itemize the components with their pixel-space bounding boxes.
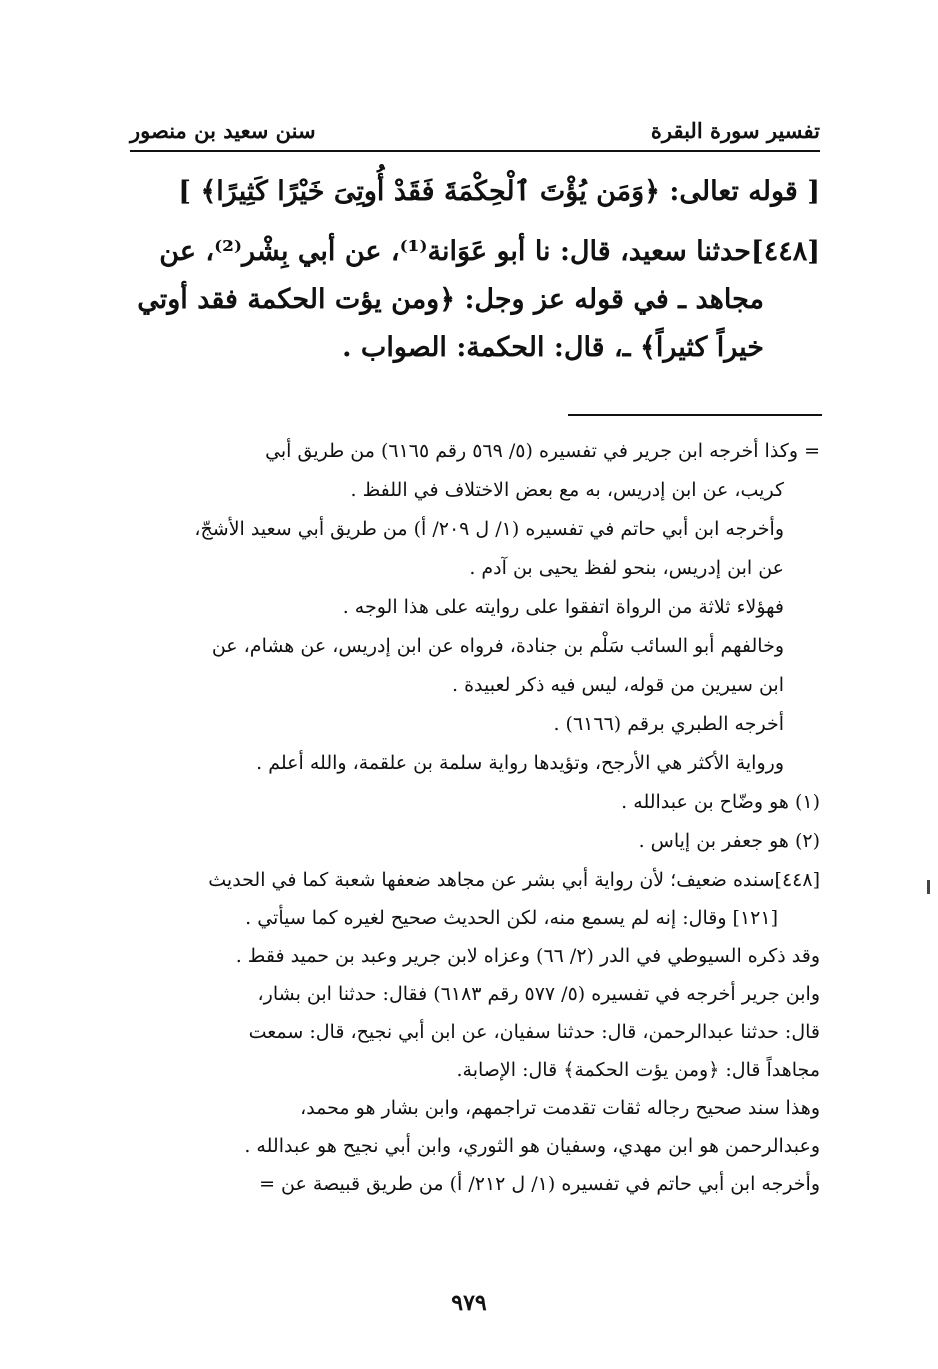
- hadith-line-2: مجاهد ـ في قوله عز وجل: ﴿ومن يؤت الحكمة فقد أوتي: [137, 284, 764, 315]
- running-header: [130, 112, 820, 148]
- commentary-line-2: [١٢١] وقال: إنه لم يسمع منه، لكن الحديث صحيح لغيره كما سيأتي .: [245, 907, 778, 929]
- header-divider: [130, 150, 820, 152]
- prev-footnote-line-7: ابن سيرين من قوله، ليس فيه ذكر لعبيدة .: [451, 674, 784, 696]
- commentary-line-1: [٤٤٨]سنده ضعيف؛ لأن رواية أبي بشر عن مجاهد ضعفها شعبة كما في الحديث: [208, 869, 820, 891]
- commentary-line-3: وقد ذكره السيوطي في الدر (٢/ ٦٦) وعزاه لابن جرير وعبد بن حميد فقط .: [235, 945, 820, 967]
- footnote-1: (١) هو وضّاح بن عبدالله .: [621, 791, 820, 813]
- prev-footnote-line-5: فهؤلاء ثلاثة من الرواة اتفقوا على روايته على هذا الوجه .: [342, 596, 784, 618]
- commentary-line-9: وأخرجه ابن أبي حاتم في تفسيره (١/ ل ٢١٢/ أ) من طريق قبيصة عن =: [259, 1173, 820, 1195]
- prev-footnote-line-8: أخرجه الطبري برقم (٦١٦٦) .: [553, 713, 784, 735]
- header-surah-title: تفسير سورة البقرة: [650, 117, 820, 143]
- prev-footnote-line-6: وخالفهم أبو السائب سَلْم بن جنادة، فرواه عن ابن إدريس، عن هشام، عن: [211, 635, 784, 657]
- verse-heading: [ قوله تعالى: ﴿وَمَن يُؤْتَ ٱلْحِكْمَةَ فَقَدْ أُوتِىَ خَيْرًا كَثِيرًا﴾ ]: [178, 176, 820, 207]
- prev-footnote-line-4: عن ابن إدريس، بنحو لفظ يحيى بن آدم .: [469, 557, 784, 579]
- hadith-448: [130, 228, 820, 372]
- prev-footnote-line-2: كريب، عن ابن إدريس، به مع بعض الاختلاف في اللفظ .: [350, 479, 784, 501]
- prev-footnote-line-3: وأخرجه ابن أبي حاتم في تفسيره (١/ ل ٢٠٩/ أ) من طريق أبي سعيد الأشجّ،: [194, 518, 784, 540]
- main-text-block: [130, 166, 820, 372]
- prev-footnote-line-9: ورواية الأكثر هي الأرجح، وتؤيدها رواية سلمة بن علقمة، والله أعلم .: [256, 752, 784, 774]
- scan-mark: [927, 880, 930, 894]
- footnote-divider: [568, 414, 822, 416]
- page-number: ٩٧٩: [451, 1290, 487, 1316]
- commentary-line-4: وابن جرير أخرجه في تفسيره (٥/ ٥٧٧ رقم ٦١٨٣) فقال: حدثنا ابن بشار،: [257, 983, 820, 1005]
- prev-footnote-line-1: = وكذا أخرجه ابن جرير في تفسيره (٥/ ٥٦٩ رقم ٦١٦٥) من طريق أبي: [265, 440, 820, 462]
- commentary-line-5: قال: حدثنا عبدالرحمن، قال: حدثنا سفيان، عن ابن أبي نجيح، قال: سمعت: [248, 1021, 820, 1043]
- commentary-line-6: مجاهداً قال: ﴿ومن يؤت الحكمة﴾ قال: الإصابة.: [456, 1059, 820, 1081]
- footnotes: [130, 432, 820, 1203]
- hadith-line-3: خيراً كثيراً﴾ ـ، قال: الحكمة: الصواب .: [342, 332, 764, 363]
- commentary-line-8: وعبدالرحمن هو ابن مهدي، وسفيان هو الثوري، وابن أبي نجيح هو عبدالله .: [244, 1135, 820, 1157]
- footnote-2: (٢) هو جعفر بن إياس .: [638, 830, 820, 852]
- header-book-title: سنن سعيد بن منصور: [130, 117, 316, 143]
- commentary-line-7: وهذا سند صحيح رجاله ثقات تقدمت تراجمهم، وابن بشار هو محمد،: [300, 1097, 820, 1119]
- hadith-line-1: [٤٤٨]حدثنا سعيد، قال: نا أبو عَوَانة⁽¹⁾، عن أبي بِشْر⁽²⁾، عن: [159, 236, 820, 267]
